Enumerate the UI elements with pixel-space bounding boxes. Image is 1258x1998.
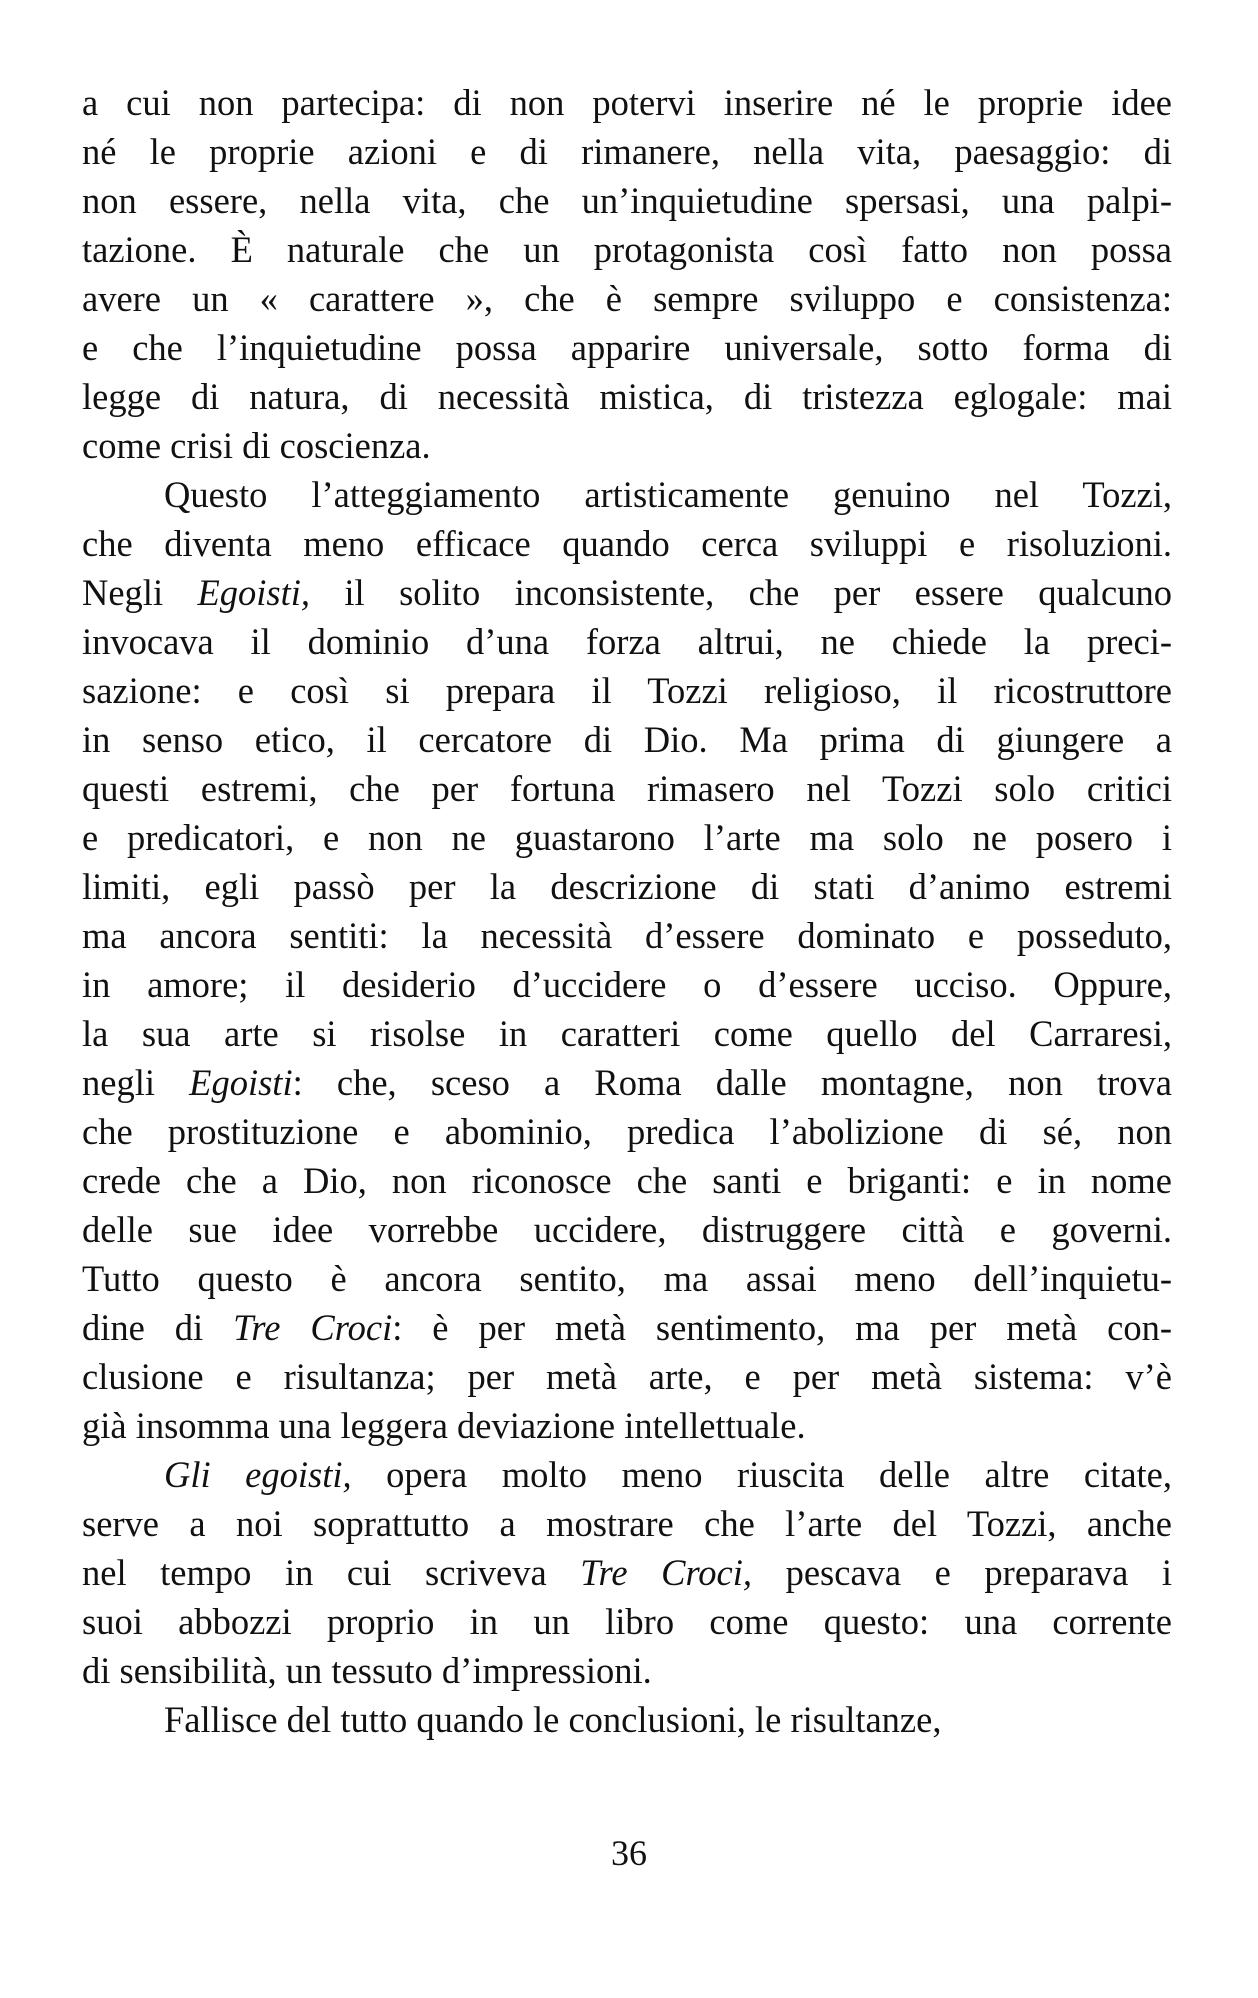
italic-title: Egoisti, xyxy=(197,572,311,613)
text-line xyxy=(82,1352,1172,1401)
text-segment: Negli xyxy=(82,572,198,613)
text-line xyxy=(82,862,1172,911)
text-segment: suoi abbozzi proprio in un libro come questo: una corrente xyxy=(82,1601,1172,1642)
text-line xyxy=(82,1303,1172,1352)
text-line xyxy=(82,470,1172,519)
text-line xyxy=(82,274,1172,323)
text-line xyxy=(82,372,1172,421)
paragraph xyxy=(82,78,1172,470)
text-segment: crede che a Dio, non riconosce che santi e briganti: e in nome xyxy=(82,1160,1172,1201)
text-line xyxy=(82,225,1172,274)
text-segment: come crisi di coscienza. xyxy=(82,425,431,466)
text-line xyxy=(82,127,1172,176)
text-segment: questi estremi, che per fortuna rimasero nel Tozzi solo critici xyxy=(82,768,1172,809)
italic-title: Tre Croci, xyxy=(580,1552,753,1593)
text-line xyxy=(82,1401,1172,1450)
text-line xyxy=(82,1597,1172,1646)
text-line xyxy=(82,715,1172,764)
body-text xyxy=(82,78,1172,1744)
text-line xyxy=(82,764,1172,813)
text-line xyxy=(82,519,1172,568)
italic-title: Tre Croci xyxy=(233,1307,393,1348)
text-line xyxy=(82,617,1172,666)
text-line xyxy=(82,911,1172,960)
text-line xyxy=(82,176,1172,225)
text-segment: dine di xyxy=(82,1307,234,1348)
text-segment: e predicatori, e non ne guastarono l’arte ma solo ne posero i xyxy=(82,817,1172,858)
text-segment: in amore; il desiderio d’uccidere o d’essere ucciso. Oppure, xyxy=(82,964,1172,1005)
paragraph xyxy=(82,1695,1172,1744)
text-line xyxy=(82,78,1172,127)
text-segment: che diventa meno efficace quando cerca sviluppi e risoluzioni. xyxy=(82,523,1172,564)
text-segment: a cui non partecipa: di non potervi inserire né le proprie idee xyxy=(82,82,1172,123)
text-line xyxy=(82,568,1172,617)
text-segment: in senso etico, il cercatore di Dio. Ma prima di giungere a xyxy=(82,719,1172,760)
text-segment: ma ancora sentiti: la necessità d’essere dominato e posseduto, xyxy=(82,915,1172,956)
text-line xyxy=(82,323,1172,372)
text-segment: né le proprie azioni e di rimanere, nella vita, paesaggio: di xyxy=(82,131,1172,172)
text-segment: e che l’inquietudine possa apparire universale, sotto forma di xyxy=(82,327,1172,368)
text-segment: clusione e risultanza; per metà arte, e per metà sistema: v’è xyxy=(82,1356,1172,1397)
text-segment: limiti, egli passò per la descrizione di stati d’animo estremi xyxy=(82,866,1172,907)
text-line xyxy=(82,1548,1172,1597)
text-segment: delle sue idee vorrebbe uccidere, distruggere città e governi. xyxy=(82,1209,1172,1250)
text-segment: : è per metà sentimento, ma per metà con- xyxy=(392,1307,1172,1348)
text-segment: Tutto questo è ancora sentito, ma assai meno dell’inquietu- xyxy=(82,1258,1172,1299)
text-segment: che prostituzione e abominio, predica l’abolizione di sé, non xyxy=(82,1111,1172,1152)
text-segment: non essere, nella vita, che un’inquietudine spersasi, una palpi- xyxy=(82,180,1172,221)
page-number: 36 xyxy=(611,1833,647,1873)
text-line xyxy=(82,1646,1172,1695)
text-segment: opera molto meno riuscita delle altre citate, xyxy=(351,1454,1172,1495)
text-line xyxy=(82,1254,1172,1303)
text-segment: nel tempo in cui scriveva xyxy=(82,1552,581,1593)
text-segment: tazione. È naturale che un protagonista così fatto non possa xyxy=(82,229,1172,270)
text-line xyxy=(82,1107,1172,1156)
text-line xyxy=(82,813,1172,862)
text-segment: la sua arte si risolse in caratteri come quello del Carraresi, xyxy=(82,1013,1172,1054)
text-segment: di sensibilità, un tessuto d’impressioni. xyxy=(82,1650,652,1691)
text-line xyxy=(82,1450,1172,1499)
text-segment: Fallisce del tutto quando le conclusioni, le risultanze, xyxy=(164,1699,942,1740)
text-segment: : che, sceso a Roma dalle montagne, non trova xyxy=(292,1062,1172,1103)
text-segment: Questo l’atteggiamento artisticamente genuino nel Tozzi, xyxy=(164,474,1172,515)
text-segment: legge di natura, di necessità mistica, di tristezza eglogale: mai xyxy=(82,376,1172,417)
italic-title: Egoisti xyxy=(189,1062,293,1103)
text-segment: avere un « carattere », che è sempre sviluppo e consistenza: xyxy=(82,278,1172,319)
italic-title: Gli egoisti, xyxy=(164,1454,352,1495)
text-segment: pescava e preparava i xyxy=(752,1552,1172,1593)
text-segment: serve a noi soprattutto a mostrare che l’arte del Tozzi, anche xyxy=(82,1503,1172,1544)
text-segment: già insomma una leggera deviazione intellettuale. xyxy=(82,1405,806,1446)
text-segment: sazione: e così si prepara il Tozzi religioso, il ricostruttore xyxy=(82,670,1172,711)
text-line xyxy=(82,421,1172,470)
text-segment: negli xyxy=(82,1062,190,1103)
text-segment: il solito inconsistente, che per essere qualcuno xyxy=(310,572,1172,613)
text-segment: invocava il dominio d’una forza altrui, ne chiede la preci- xyxy=(82,621,1172,662)
text-line xyxy=(82,1009,1172,1058)
text-line xyxy=(82,1499,1172,1548)
text-line xyxy=(82,1695,1172,1744)
text-line xyxy=(82,1205,1172,1254)
text-line xyxy=(82,1156,1172,1205)
text-line xyxy=(82,666,1172,715)
text-line xyxy=(82,960,1172,1009)
paragraph xyxy=(82,470,1172,1450)
text-line xyxy=(82,1058,1172,1107)
paragraph xyxy=(82,1450,1172,1695)
